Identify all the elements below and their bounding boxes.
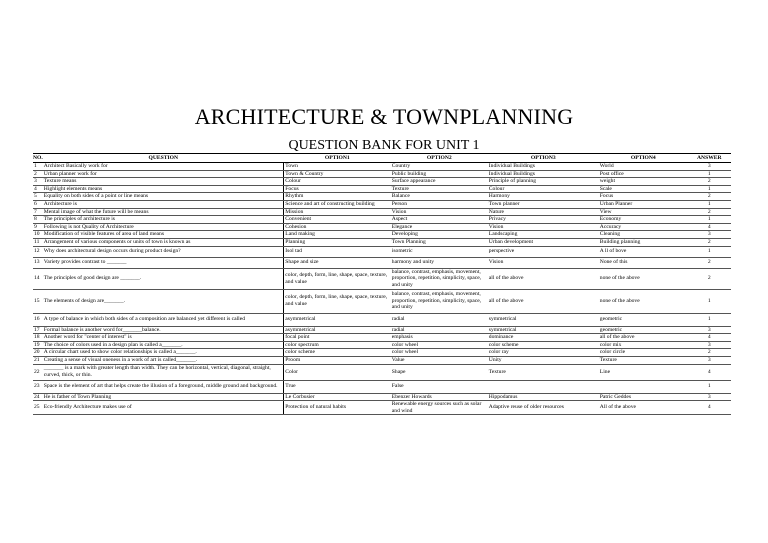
cell-answer: 1 <box>688 185 731 193</box>
cell-option1: Shape and size <box>284 257 391 268</box>
cell-option4: A ll of bove <box>599 246 688 257</box>
table-row <box>33 216 731 224</box>
cell-option1: True <box>284 380 391 393</box>
cell-question: Creating a sense of visual oneness in a work of art is called_______. <box>43 356 284 364</box>
cell-option3: Harmony <box>488 193 599 201</box>
question-bank-table <box>33 153 731 415</box>
cell-answer: 4 <box>688 401 731 415</box>
table-row <box>33 200 731 208</box>
header-option1: OPTION1 <box>284 154 391 163</box>
cell-no: 22 <box>33 364 43 380</box>
cell-option1: focal point <box>284 334 391 342</box>
cell-option4: Line <box>599 364 688 380</box>
cell-question: Urban planner work for <box>43 170 284 178</box>
cell-option3: color scheme <box>488 341 599 349</box>
cell-option2: Country <box>391 163 488 171</box>
cell-answer: 2 <box>688 193 731 201</box>
cell-answer: 1 <box>688 216 731 224</box>
cell-answer: 3 <box>688 341 731 349</box>
cell-question: Arrangement of various components or units of town is known as <box>43 238 284 246</box>
table-row <box>33 334 731 342</box>
cell-question: Modification of visible features of area of land means <box>43 231 284 239</box>
table-row <box>33 238 731 246</box>
cell-option2: color wheel <box>391 341 488 349</box>
cell-option2: radial <box>391 313 488 326</box>
cell-option1: color spectrum <box>284 341 391 349</box>
cell-option4: geometric <box>599 326 688 334</box>
cell-option4: Patric Geddes <box>599 393 688 401</box>
cell-option2: color wheel <box>391 349 488 357</box>
cell-answer: 2 <box>688 238 731 246</box>
cell-answer: 1 <box>688 246 731 257</box>
cell-option2: balance, contrast, emphasis, movement, proportion, repetition, simplicity, space, and unity <box>391 289 488 313</box>
cell-option4: All of the above <box>599 401 688 415</box>
cell-no: 2 <box>33 170 43 178</box>
table-row <box>33 268 731 289</box>
cell-option3: symmetrical <box>488 313 599 326</box>
cell-option2: Shape <box>391 364 488 380</box>
cell-question: Another word for "center of interest" is <box>43 334 284 342</box>
table-row <box>33 223 731 231</box>
cell-option3: color ray <box>488 349 599 357</box>
cell-question: Eco-friendly Architecture makes use of <box>43 401 284 415</box>
cell-option3: perspective <box>488 246 599 257</box>
cell-no: 25 <box>33 401 43 415</box>
cell-question: Formal balance is another word for_______balance. <box>43 326 284 334</box>
cell-option4: weight <box>599 178 688 186</box>
cell-answer: 3 <box>688 393 731 401</box>
cell-option1: Rhythm <box>284 193 391 201</box>
cell-option2: balance, contrast, emphasis, movement, proportion, repetition, simplicity, space, and unity <box>391 268 488 289</box>
cell-option1: color scheme <box>284 349 391 357</box>
cell-option4 <box>599 380 688 393</box>
cell-no: 8 <box>33 216 43 224</box>
table-row <box>33 341 731 349</box>
cell-no: 11 <box>33 238 43 246</box>
cell-option4: all of the above <box>599 334 688 342</box>
cell-answer: 3 <box>688 231 731 239</box>
cell-answer: 2 <box>688 257 731 268</box>
cell-option3: Vision <box>488 223 599 231</box>
cell-question: Architect Basically work for <box>43 163 284 171</box>
table-row <box>33 208 731 216</box>
cell-option1: Protection of natural habits <box>284 401 391 415</box>
cell-option3: all of the above <box>488 268 599 289</box>
cell-question: Following is not Quality of Architecture <box>43 223 284 231</box>
cell-question: A type of balance in which both sides of a composition are balanced yet different is called <box>43 313 284 326</box>
cell-option2: Texture <box>391 185 488 193</box>
cell-question: Architecture is <box>43 200 284 208</box>
table-row <box>33 356 731 364</box>
table-row <box>33 246 731 257</box>
cell-option1: Color <box>284 364 391 380</box>
cell-option3: Hippodamus <box>488 393 599 401</box>
cell-option4: Post office <box>599 170 688 178</box>
cell-no: 17 <box>33 326 43 334</box>
cell-answer: 3 <box>688 163 731 171</box>
cell-no: 6 <box>33 200 43 208</box>
cell-option3: Vision <box>488 257 599 268</box>
cell-option4: geometric <box>599 313 688 326</box>
cell-no: 21 <box>33 356 43 364</box>
table-row <box>33 313 731 326</box>
cell-answer: 3 <box>688 326 731 334</box>
table-row <box>33 231 731 239</box>
cell-option2: Developing <box>391 231 488 239</box>
cell-option2: Town Planning <box>391 238 488 246</box>
cell-option2: Aspect <box>391 216 488 224</box>
cell-option1: Planning <box>284 238 391 246</box>
cell-option3: Town planner <box>488 200 599 208</box>
table-row <box>33 170 731 178</box>
cell-no: 4 <box>33 185 43 193</box>
cell-option3: dominance <box>488 334 599 342</box>
cell-no: 3 <box>33 178 43 186</box>
cell-option2: isometric <box>391 246 488 257</box>
cell-option1: Science and art of constructing building <box>284 200 391 208</box>
cell-no: 13 <box>33 257 43 268</box>
table-row <box>33 349 731 357</box>
cell-answer: 2 <box>688 268 731 289</box>
cell-option3: Privacy <box>488 216 599 224</box>
cell-option2: Value <box>391 356 488 364</box>
header-option2: OPTION2 <box>391 154 488 163</box>
cell-no: 20 <box>33 349 43 357</box>
cell-answer: 3 <box>688 356 731 364</box>
cell-no: 12 <box>33 246 43 257</box>
header-option4: OPTION4 <box>599 154 688 163</box>
cell-option1: Le Corbusier <box>284 393 391 401</box>
table-row <box>33 178 731 186</box>
table-row <box>33 257 731 268</box>
cell-option4: Focus <box>599 193 688 201</box>
cell-option2: Person <box>391 200 488 208</box>
cell-option3: Unity <box>488 356 599 364</box>
cell-answer: 4 <box>688 223 731 231</box>
cell-option4: Texture <box>599 356 688 364</box>
cell-option4: Accuracy <box>599 223 688 231</box>
header-option3: OPTION3 <box>488 154 599 163</box>
cell-answer: 1 <box>688 200 731 208</box>
cell-option4: Urban Planner <box>599 200 688 208</box>
cell-option4: World <box>599 163 688 171</box>
table-row <box>33 289 731 313</box>
cell-option3: symmetrical <box>488 326 599 334</box>
cell-question: Mental image of what the future will be means <box>43 208 284 216</box>
cell-question: Variety provides contrast to _______ <box>43 257 284 268</box>
cell-no: 16 <box>33 313 43 326</box>
document-subtitle: QUESTION BANK FOR UNIT 1 <box>288 138 480 153</box>
cell-answer: 1 <box>688 313 731 326</box>
cell-option1: color, depth, form, line, shape, space, texture, and value <box>284 289 391 313</box>
cell-answer: 2 <box>688 349 731 357</box>
cell-option2: radial <box>391 326 488 334</box>
cell-option2: Public building <box>391 170 488 178</box>
cell-no: 5 <box>33 193 43 201</box>
cell-option1: asymmetrical <box>284 313 391 326</box>
cell-option1: Land making <box>284 231 391 239</box>
cell-option4: None of this <box>599 257 688 268</box>
cell-question: The elements of design are_______. <box>43 289 284 313</box>
table-row <box>33 193 731 201</box>
cell-option2: Vision <box>391 208 488 216</box>
cell-no: 23 <box>33 380 43 393</box>
table-row <box>33 185 731 193</box>
table-row <box>33 326 731 334</box>
table-row <box>33 380 731 393</box>
table-header-row <box>33 154 731 163</box>
cell-option3: Adaptive reuse of older resources <box>488 401 599 415</box>
cell-no: 7 <box>33 208 43 216</box>
cell-option1: Colour <box>284 178 391 186</box>
cell-question: Texture means <box>43 178 284 186</box>
cell-option3: Colour <box>488 185 599 193</box>
cell-option2: harmony and unity <box>391 257 488 268</box>
cell-answer: 1 <box>688 380 731 393</box>
cell-option1: Cohesion <box>284 223 391 231</box>
cell-option4: color mix <box>599 341 688 349</box>
cell-answer: 1 <box>688 170 731 178</box>
cell-no: 9 <box>33 223 43 231</box>
cell-option4: Building planning <box>599 238 688 246</box>
cell-question: The principles of architecture is <box>43 216 284 224</box>
cell-answer: 4 <box>688 364 731 380</box>
cell-option1: Town & Country <box>284 170 391 178</box>
cell-question: A circular chart used to show color relationships is called a_______. <box>43 349 284 357</box>
cell-option2: Renewable energy sources such as solar and wind <box>391 401 488 415</box>
cell-question: _______ is a mark with greater length than width. They can be horizontal, vertical, diagonal, straight, curved, thick, or thin. <box>43 364 284 380</box>
cell-option4: View <box>599 208 688 216</box>
cell-option1: Mission <box>284 208 391 216</box>
cell-option1: Town <box>284 163 391 171</box>
cell-option1: Isol tad <box>284 246 391 257</box>
cell-no: 24 <box>33 393 43 401</box>
cell-answer: 1 <box>688 289 731 313</box>
cell-option2: Surface appearance <box>391 178 488 186</box>
cell-question: The choice of colors used in a design plan is called a_______. <box>43 341 284 349</box>
document-title: ARCHITECTURE & TOWNPLANNING <box>194 104 574 129</box>
cell-option1: color, depth, form, line, shape, space, texture, and value <box>284 268 391 289</box>
cell-answer: 2 <box>688 178 731 186</box>
header-question: QUESTION <box>43 154 284 163</box>
cell-no: 18 <box>33 334 43 342</box>
cell-option2: False <box>391 380 488 393</box>
cell-option4: color circle <box>599 349 688 357</box>
cell-question: He is father of Town Planning <box>43 393 284 401</box>
cell-option2: emphasis <box>391 334 488 342</box>
cell-option3 <box>488 380 599 393</box>
cell-option3: Principle of planning <box>488 178 599 186</box>
cell-question: The principles of good design are _______. <box>43 268 284 289</box>
cell-option1: Focus <box>284 185 391 193</box>
header-answer: ANSWER <box>688 154 731 163</box>
cell-option4: Economy <box>599 216 688 224</box>
cell-question: Space is the element of art that helps create the illusion of a foreground, middle ground and background. <box>43 380 284 393</box>
cell-option2: Elegance <box>391 223 488 231</box>
cell-option3: Nature <box>488 208 599 216</box>
cell-no: 15 <box>33 289 43 313</box>
cell-answer: 4 <box>688 334 731 342</box>
cell-no: 14 <box>33 268 43 289</box>
cell-option3: Individual Buildings <box>488 163 599 171</box>
cell-option1: Convenient <box>284 216 391 224</box>
table-row <box>33 401 731 415</box>
cell-question: Highlight elements means <box>43 185 284 193</box>
cell-answer: 2 <box>688 208 731 216</box>
cell-option4: Scale <box>599 185 688 193</box>
cell-option4: none of the above <box>599 268 688 289</box>
cell-no: 10 <box>33 231 43 239</box>
cell-option1: asymmetrical <box>284 326 391 334</box>
cell-question: Why does architectural design occurs during product design? <box>43 246 284 257</box>
cell-option2: Balance <box>391 193 488 201</box>
cell-option3: Landscaping <box>488 231 599 239</box>
table-row <box>33 163 731 171</box>
header-no: NO. <box>33 154 43 161</box>
cell-option2: Ebenzer Howards <box>391 393 488 401</box>
table-row <box>33 364 731 380</box>
cell-option4: none of the above <box>599 289 688 313</box>
cell-no: 19 <box>33 341 43 349</box>
cell-question: Equality on both sides of a point or line means <box>43 193 284 201</box>
table-row <box>33 393 731 401</box>
cell-option3: Urban development <box>488 238 599 246</box>
cell-option1: Proom <box>284 356 391 364</box>
cell-no: 1 <box>33 163 43 171</box>
cell-option3: all of the above <box>488 289 599 313</box>
cell-option3: Individual Buildings <box>488 170 599 178</box>
cell-option4: Cleaning <box>599 231 688 239</box>
cell-option3: Texture <box>488 364 599 380</box>
